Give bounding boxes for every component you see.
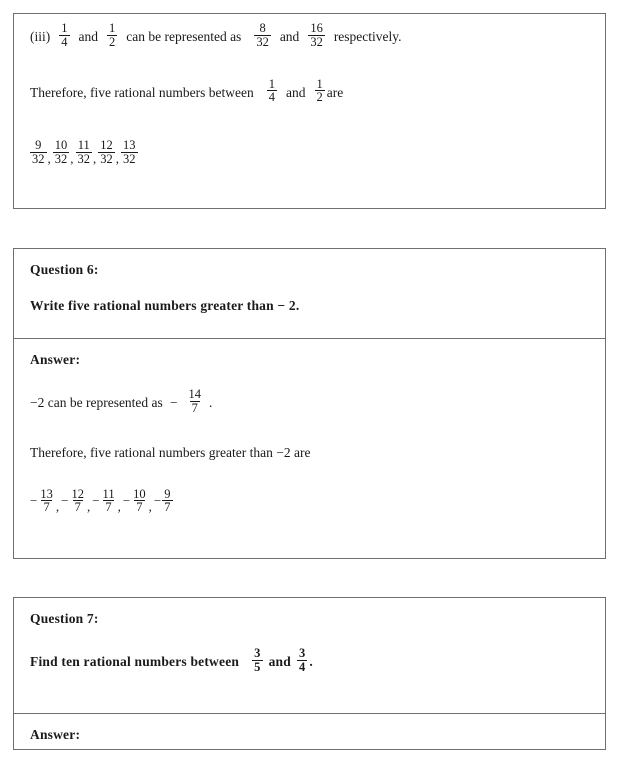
list-separator: , <box>115 150 119 166</box>
fraction <box>38 488 55 515</box>
fraction-sign: − <box>61 492 69 508</box>
therefore-line-1 <box>30 76 591 114</box>
fraction-one-fourth-2: $\frac{1}{4}$ <box>268 76 276 105</box>
part-iii-line <box>30 21 591 58</box>
fraction-sixteen-thirtyseconds: $\frac{16}{32}$ <box>310 21 323 49</box>
question-6-answer-section <box>14 339 605 526</box>
fraction-sign: − <box>153 492 162 508</box>
fraction-numerator: 13 <box>40 486 53 501</box>
fraction <box>53 139 70 166</box>
answer-label-7: Answer: <box>30 726 81 742</box>
fraction-denominator: 32 <box>100 151 113 166</box>
fraction-numerator: 10 <box>133 486 146 501</box>
list-separator: , <box>148 499 152 515</box>
question-7-prompt-section <box>14 598 605 713</box>
fraction <box>76 139 93 166</box>
fraction-one-fourth: $\frac{1}{4}$ <box>61 21 68 49</box>
fraction-fourteen-sevenths: $\frac{14}{7}$ <box>188 387 201 415</box>
fraction-sign: − <box>92 492 100 508</box>
list-separator: , <box>47 150 51 166</box>
fraction <box>101 488 117 515</box>
fraction-denominator: 7 <box>74 500 81 515</box>
fraction-numerator: 9 <box>164 486 171 501</box>
fraction-numerator: 11 <box>102 486 115 501</box>
fraction-denominator: 32 <box>32 151 45 166</box>
therefore-text-6: Therefore, five rational numbers greater than −2 are <box>30 444 311 460</box>
question-7-label: Question 7: <box>30 611 99 626</box>
conjunction-and-2: and <box>279 29 300 44</box>
fraction-three-fourths: $\frac{3}{4}$ <box>298 646 306 674</box>
conjunction-and-7: and <box>268 654 291 669</box>
fraction-list-item <box>154 488 173 515</box>
result-fraction-list <box>30 139 591 166</box>
list-separator: , <box>93 150 97 166</box>
part-label: (iii) <box>30 29 51 44</box>
answer-6-line-2 <box>30 444 591 462</box>
answer-label-6: Answer: <box>30 352 81 367</box>
conjunction-and-3: and <box>286 84 306 100</box>
fraction-sign: − <box>30 492 38 508</box>
answer-continuation-box <box>13 13 606 209</box>
question-7-box <box>13 597 606 750</box>
list-separator: , <box>86 499 91 515</box>
are-text: are <box>326 84 344 100</box>
question-6-prompt-section <box>14 249 605 338</box>
fraction-denominator: 7 <box>164 500 171 515</box>
list-separator: , <box>55 499 60 515</box>
fraction <box>30 139 47 166</box>
fraction-denominator: 7 <box>43 500 50 515</box>
fraction <box>121 139 138 166</box>
answer-6-line-1 <box>30 387 591 424</box>
question-7-answer-section <box>14 714 605 755</box>
fraction-numerator: 11 <box>77 138 90 152</box>
question-6-text: Write five rational numbers greater than − 2. <box>30 298 300 313</box>
list-separator: , <box>70 150 74 166</box>
box1-body <box>14 14 605 178</box>
fraction-numerator: 12 <box>71 486 84 501</box>
fraction-numerator: 12 <box>100 138 113 152</box>
fraction-numerator: 10 <box>54 138 68 152</box>
fraction-list-item <box>123 488 148 515</box>
fraction <box>131 488 148 515</box>
fraction-list-item <box>121 139 138 166</box>
fraction-three-fifths: $\frac{3}{5}$ <box>254 646 261 674</box>
fraction-denominator: 32 <box>123 151 136 166</box>
fraction-one-half: $\frac{1}{2}$ <box>109 21 116 49</box>
fraction-list-item <box>30 139 47 166</box>
fraction-list-item <box>76 139 93 166</box>
fraction-list-item <box>30 488 55 515</box>
minus-sign: − <box>169 395 178 410</box>
fraction-list-item <box>92 488 116 515</box>
fraction-list-item <box>53 139 70 166</box>
fraction <box>98 139 115 166</box>
fraction-numerator: 9 <box>35 138 42 152</box>
therefore-text: Therefore, five rational numbers between <box>30 84 254 100</box>
question-7-text <box>30 646 591 683</box>
fraction-denominator: 7 <box>105 500 112 515</box>
fraction <box>162 488 172 515</box>
fraction-numerator: 13 <box>123 138 136 152</box>
represented-as-text: can be represented as <box>126 29 242 44</box>
minus-two-text: −2 can be represented as <box>30 395 163 410</box>
find-ten-text: Find ten rational numbers between <box>30 654 240 669</box>
period-text-7: . <box>309 654 313 669</box>
list-separator: , <box>117 499 121 515</box>
question-6-label: Question 6: <box>30 262 99 277</box>
fraction-denominator: 7 <box>136 500 143 515</box>
fraction-list-item <box>98 139 115 166</box>
fraction <box>69 488 86 515</box>
fraction-eight-thirtyseconds: $\frac{8}{32}$ <box>256 21 269 49</box>
fraction-sign: − <box>122 492 131 508</box>
result-fraction-list-6 <box>30 488 591 515</box>
question-6-box <box>13 248 606 559</box>
conjunction-and-1: and <box>78 29 98 44</box>
period-text: . <box>208 395 213 410</box>
fraction-denominator: 32 <box>77 151 90 166</box>
fraction-one-half-2: $\frac{1}{2}$ <box>316 76 323 105</box>
fraction-list-item <box>61 488 86 515</box>
respectively-text: respectively. <box>333 29 402 44</box>
fraction-denominator: 32 <box>54 151 68 166</box>
